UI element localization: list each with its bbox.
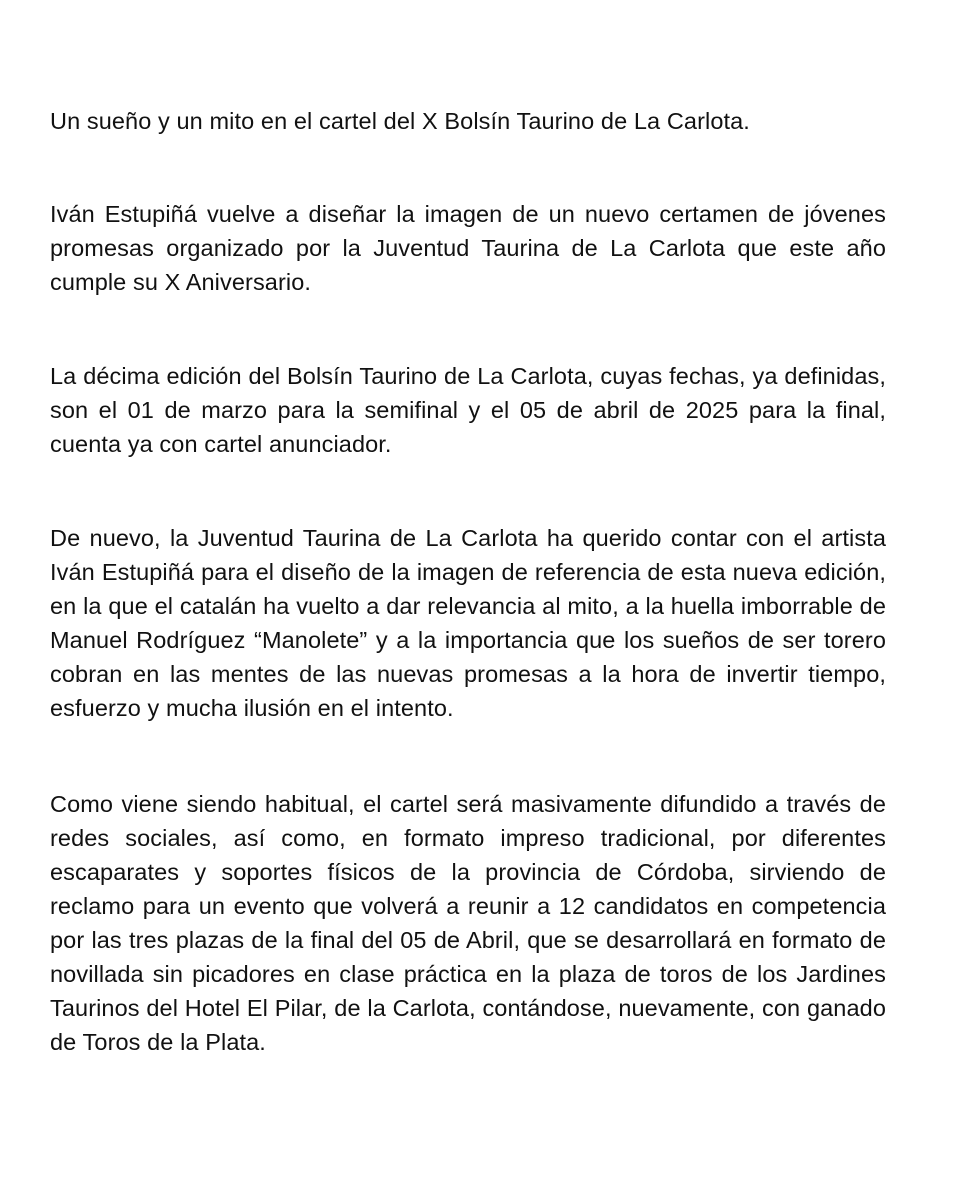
paragraph-edition-dates: La décima edición del Bolsín Taurino de La Carlota, cuyas fechas, ya definidas, son el 01 de marzo para la semifinal y el 05 de abril de 2025 para la final, cuenta ya con cartel anunciador. xyxy=(50,363,886,457)
document-title: Un sueño y un mito en el cartel del X Bolsín Taurino de La Carlota. xyxy=(50,108,750,134)
paragraph-artist-concept: De nuevo, la Juventud Taurina de La Carlota ha querido contar con el artista Iván Estupiñá para el diseño de la imagen de referencia de esta nueva edición, en la que el catalán ha vuelto a dar relevancia al mito, a la huella imborrable de Manuel Rodríguez “Manolete” y a la importancia que los sueños de ser torero cobran en las mentes de las nuevas promesas a la hora de invertir tiempo, esfuerzo y mucha ilusión en el intento. xyxy=(50,525,886,721)
document-body xyxy=(50,104,886,1059)
paragraph-distribution-event: Como viene siendo habitual, el cartel será masivamente difundido a través de redes sociales, así como, en formato impreso tradicional, por diferentes escaparates y soportes físicos de la provincia de Córdoba, sirviendo de reclamo para un evento que volverá a reunir a 12 candidatos en competencia por las tres plazas de la final del 05 de Abril, que se desarrollará en formato de novillada sin picadores en clase práctica en la plaza de toros de los Jardines Taurinos del Hotel El Pilar, de la Carlota, contándose, nuevamente, con ganado de Toros de la Plata. xyxy=(50,791,886,1055)
paragraph-designer-announcement: Iván Estupiñá vuelve a diseñar la imagen de un nuevo certamen de jóvenes promesas organizado por la Juventud Taurina de La Carlota que este año cumple su X Aniversario. xyxy=(50,201,886,295)
